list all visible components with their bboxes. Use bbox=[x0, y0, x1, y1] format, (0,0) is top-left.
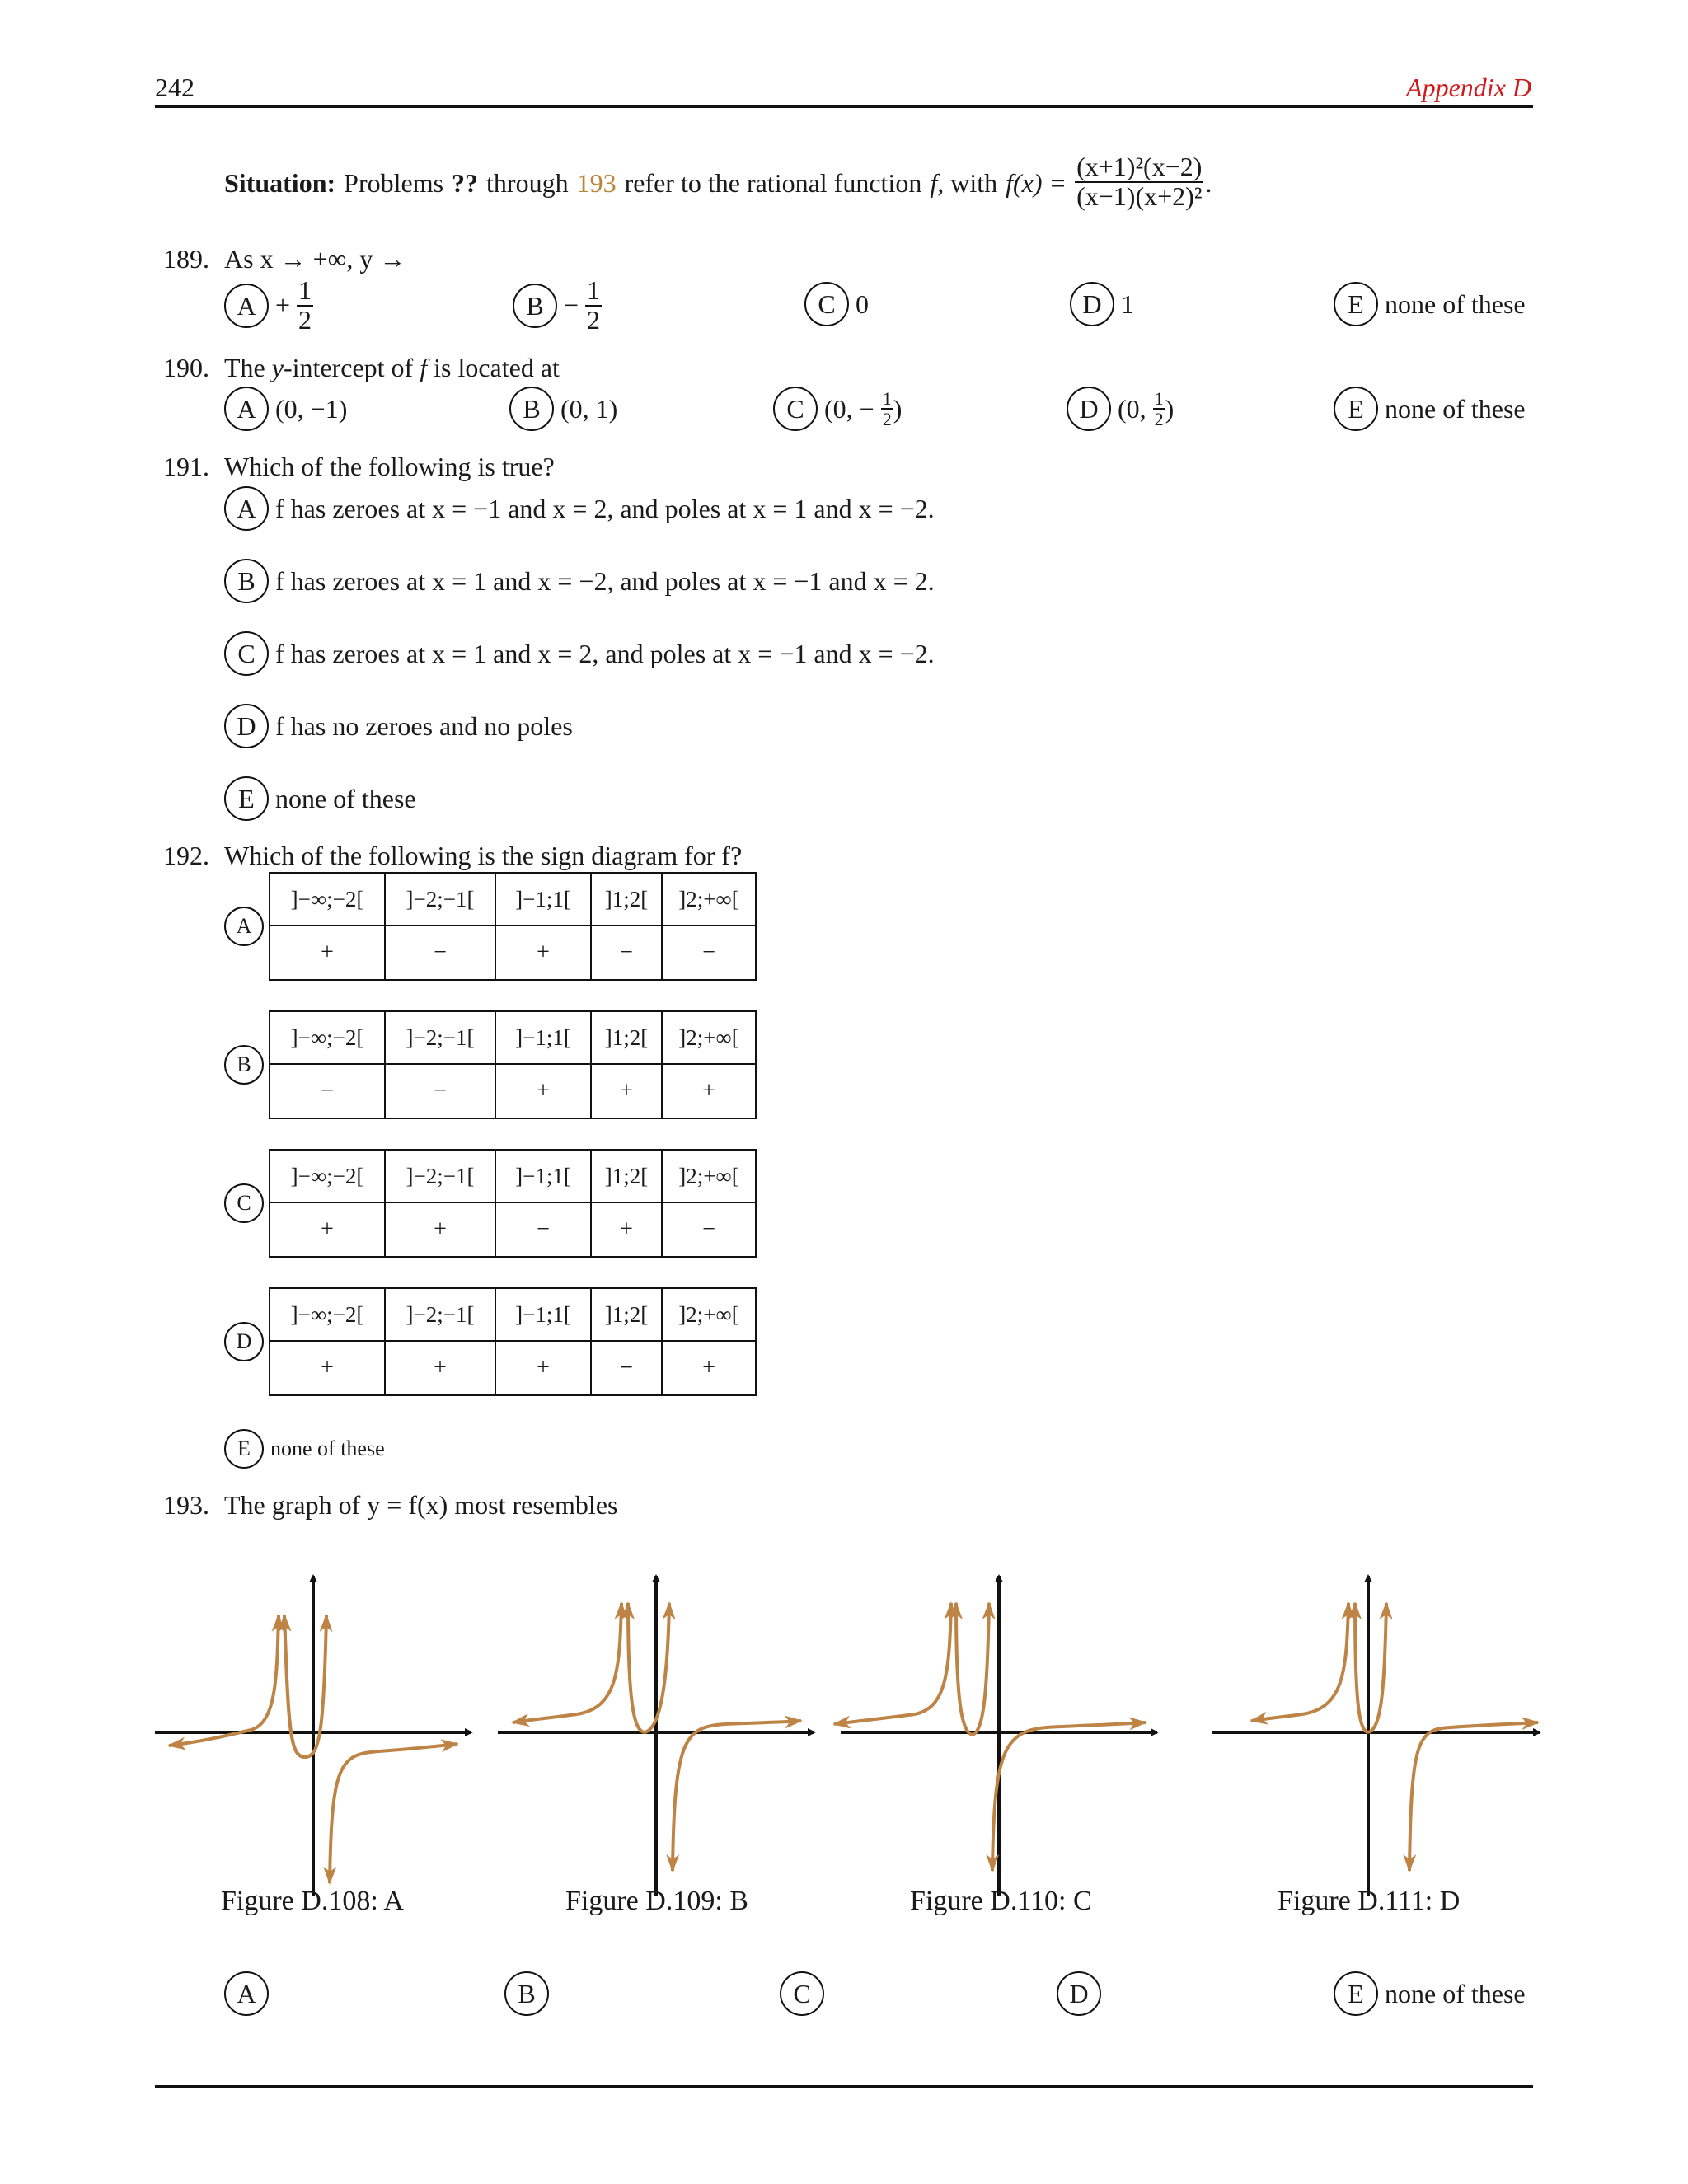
interval-header: ]−∞;−2[ bbox=[270, 1011, 385, 1064]
option-189-c[interactable]: C 0 bbox=[804, 282, 869, 326]
sign-cell: − bbox=[385, 1064, 495, 1118]
figure-caption-c: Figure D.110: C bbox=[910, 1886, 1092, 1916]
curve-right bbox=[1451, 1722, 1538, 1727]
sign-cell: − bbox=[270, 1064, 385, 1118]
fraction: $\frac{1}{2}$ bbox=[882, 387, 892, 429]
sign-cell: + bbox=[495, 1064, 591, 1118]
interval-header: ]2;+∞[ bbox=[662, 1288, 756, 1341]
option-letter[interactable]: D bbox=[1057, 1971, 1101, 2016]
situation-text: Problems bbox=[344, 168, 444, 199]
option-193-b[interactable] bbox=[504, 1971, 549, 2016]
interval-header: ]1;2[ bbox=[591, 1150, 662, 1202]
interval-header: ]−2;−1[ bbox=[385, 1011, 495, 1064]
option-letter[interactable]: D bbox=[224, 1322, 264, 1361]
option-189-b[interactable]: B − $\frac{1}{2}$ bbox=[513, 277, 602, 334]
sign-cell: + bbox=[495, 1341, 591, 1395]
interval-header: ]−2;−1[ bbox=[385, 873, 495, 926]
curve-left bbox=[513, 1714, 577, 1722]
question-stem: Which of the following is true? bbox=[224, 452, 555, 481]
option-191-a[interactable]: A f has zeroes at x = −1 and x = 2, and poles at x = 1 and x = −2. bbox=[224, 486, 935, 531]
sign-cell: − bbox=[385, 926, 495, 980]
option-letter[interactable]: C bbox=[224, 631, 269, 676]
option-189-a[interactable]: A + $\frac{1}{2}$ bbox=[224, 277, 313, 334]
curve-middle-start bbox=[284, 1615, 305, 1757]
curve-left-branch bbox=[577, 1603, 621, 1714]
interval-header: ]2;+∞[ bbox=[662, 1150, 756, 1202]
option-193-c[interactable] bbox=[780, 1971, 824, 2016]
function-lhs: f(x) = bbox=[1006, 168, 1067, 199]
sign-cell: + bbox=[591, 1202, 662, 1257]
curve-left-branch bbox=[915, 1603, 951, 1714]
option-letter[interactable]: B bbox=[513, 284, 557, 328]
sign-cell: + bbox=[591, 1064, 662, 1118]
sign-cell: − bbox=[495, 1202, 591, 1257]
interval-header: ]1;2[ bbox=[591, 1288, 662, 1341]
question-191 bbox=[163, 452, 555, 482]
question-number: 193. bbox=[163, 1490, 209, 1520]
graph-a bbox=[155, 1576, 471, 1896]
fraction: $\frac{1}{2}$ bbox=[587, 275, 601, 335]
option-191-d[interactable]: D f has no zeroes and no poles bbox=[224, 704, 573, 748]
option-192-c[interactable] bbox=[224, 1149, 757, 1258]
figure-caption-d: Figure D.111: D bbox=[1278, 1886, 1461, 1916]
graph-b bbox=[498, 1576, 814, 1896]
section-title: Appendix D bbox=[1406, 73, 1531, 102]
sign-diagram-table bbox=[269, 1149, 757, 1258]
sign-cell: − bbox=[591, 1341, 662, 1395]
period: . bbox=[1205, 168, 1212, 199]
interval-header: ]−2;−1[ bbox=[385, 1288, 495, 1341]
option-letter[interactable]: B bbox=[224, 1045, 264, 1085]
page-number: 242 bbox=[155, 73, 195, 102]
curve-right bbox=[1063, 1722, 1146, 1727]
sign-cell: − bbox=[662, 926, 756, 980]
interval-header: ]1;2[ bbox=[591, 873, 662, 926]
interval-header: ]−1;1[ bbox=[495, 1011, 591, 1064]
option-190-d[interactable]: D (0, $\frac{1}{2}$ ) bbox=[1067, 387, 1174, 431]
sign-cell: + bbox=[385, 1202, 495, 1257]
interval-header: ]−1;1[ bbox=[495, 1288, 591, 1341]
interval-header: ]−∞;−2[ bbox=[270, 1150, 385, 1202]
sign-cell: − bbox=[662, 1202, 756, 1257]
footer-rule bbox=[155, 2085, 1533, 2088]
missing-reference: ?? bbox=[452, 168, 479, 199]
header-rule bbox=[155, 105, 1533, 108]
option-letter[interactable]: C bbox=[773, 387, 818, 431]
question-number: 190. bbox=[163, 353, 209, 382]
question-number: 189. bbox=[163, 244, 209, 274]
sign-cell: − bbox=[591, 926, 662, 980]
curve-left-branch bbox=[1302, 1603, 1348, 1714]
option-letter[interactable]: E bbox=[1334, 387, 1378, 431]
interval-header: ]−1;1[ bbox=[495, 873, 591, 926]
option-letter[interactable]: B bbox=[224, 559, 269, 603]
option-letter[interactable]: D bbox=[1067, 387, 1111, 431]
sign-cell: + bbox=[385, 1341, 495, 1395]
interval-header: ]−1;1[ bbox=[495, 1150, 591, 1202]
option-letter[interactable]: A bbox=[224, 907, 264, 946]
curve-right-down bbox=[673, 1724, 725, 1871]
function-fraction bbox=[1075, 153, 1203, 210]
graph-figures bbox=[0, 1566, 1688, 1912]
option-letter[interactable]: E bbox=[1334, 282, 1378, 326]
option-193-d[interactable] bbox=[1057, 1971, 1101, 2016]
option-letter[interactable]: E bbox=[224, 1429, 264, 1469]
situation-label: Situation: bbox=[224, 168, 336, 199]
fraction-numerator: (x+1)²(x−2) bbox=[1076, 152, 1203, 181]
sign-diagram-table bbox=[269, 872, 757, 981]
option-letter[interactable]: B bbox=[509, 387, 554, 431]
figure-caption-b: Figure D.109: B bbox=[565, 1886, 748, 1916]
curve-right bbox=[725, 1721, 801, 1724]
curve-right-down bbox=[330, 1751, 379, 1883]
curve-left-branch bbox=[247, 1615, 279, 1731]
option-letter[interactable]: D bbox=[1070, 282, 1114, 326]
graph-d bbox=[1212, 1576, 1540, 1896]
option-letter[interactable]: E bbox=[224, 776, 269, 821]
question-189 bbox=[163, 244, 406, 274]
curve-middle-a bbox=[1355, 1603, 1368, 1732]
sign-diagram-table bbox=[269, 1010, 757, 1119]
option-190-b[interactable]: B (0, 1) bbox=[509, 387, 617, 431]
sign-cell: + bbox=[662, 1341, 756, 1395]
fraction: $\frac{1}{2}$ bbox=[298, 275, 312, 335]
curve-left bbox=[834, 1714, 915, 1724]
curve-right bbox=[379, 1744, 457, 1751]
question-stem: Which of the following is the sign diagram for f? bbox=[224, 841, 743, 870]
curve-right-down bbox=[1409, 1727, 1451, 1871]
option-letter[interactable]: A bbox=[224, 284, 269, 328]
fraction: $\frac{1}{2}$ bbox=[1154, 387, 1164, 429]
graph-c bbox=[834, 1576, 1157, 1896]
sign-cell: + bbox=[662, 1064, 756, 1118]
option-192-d[interactable] bbox=[224, 1287, 757, 1396]
question-number: 192. bbox=[163, 841, 209, 870]
option-189-e[interactable]: E none of these bbox=[1334, 282, 1526, 326]
option-letter[interactable]: C bbox=[224, 1183, 264, 1223]
curve-middle-b bbox=[1368, 1603, 1386, 1732]
figure-caption-a: Figure D.108: A bbox=[221, 1886, 404, 1916]
question-193 bbox=[163, 1490, 617, 1521]
sign-cell: + bbox=[270, 1202, 385, 1257]
problem-link[interactable]: 193 bbox=[576, 168, 617, 199]
question-number: 191. bbox=[163, 452, 209, 481]
question-stem: The graph of y = f(x) most resembles bbox=[224, 1490, 618, 1520]
sign-cell: + bbox=[270, 926, 385, 980]
option-191-c[interactable]: C f has zeroes at x = 1 and x = 2, and poles at x = −1 and x = −2. bbox=[224, 631, 935, 676]
interval-header: ]−∞;−2[ bbox=[270, 873, 385, 926]
option-letter[interactable]: E bbox=[1334, 1971, 1378, 2016]
option-190-c[interactable]: C (0, − $\frac{1}{2}$ ) bbox=[773, 387, 902, 431]
question-stem: As x → +∞, y → bbox=[224, 244, 406, 274]
curve-middle-a bbox=[956, 1603, 973, 1735]
interval-header: ]−2;−1[ bbox=[385, 1150, 495, 1202]
option-192-a[interactable] bbox=[224, 872, 757, 981]
sign-cell: + bbox=[270, 1341, 385, 1395]
option-letter[interactable]: C bbox=[804, 282, 849, 326]
option-189-d[interactable]: D 1 bbox=[1070, 282, 1134, 326]
question-192 bbox=[163, 841, 742, 871]
function-name: f bbox=[930, 168, 938, 199]
option-191-e[interactable]: E none of these bbox=[224, 776, 416, 821]
curve-left bbox=[1251, 1714, 1302, 1721]
option-193-e[interactable]: E none of these bbox=[1334, 1971, 1526, 2016]
option-192-b[interactable] bbox=[224, 1010, 757, 1119]
option-191-b[interactable]: B f has zeroes at x = 1 and x = −2, and poles at x = −1 and x = 2. bbox=[224, 559, 935, 603]
interval-header: ]2;+∞[ bbox=[662, 873, 756, 926]
curve-middle-a bbox=[628, 1603, 645, 1732]
option-letter[interactable]: A bbox=[224, 486, 269, 531]
option-letter[interactable]: C bbox=[780, 1971, 824, 2016]
interval-header: ]−∞;−2[ bbox=[270, 1288, 385, 1341]
option-letter[interactable]: D bbox=[224, 704, 269, 748]
curve-middle-b bbox=[973, 1603, 989, 1735]
fraction-denominator: (x−1)(x+2)² bbox=[1076, 180, 1203, 211]
question-190: 190. The y-intercept of f is located at bbox=[163, 353, 560, 382]
option-letter[interactable]: A bbox=[224, 387, 269, 431]
option-192-e[interactable]: E none of these bbox=[224, 1429, 385, 1469]
sign-diagram-table bbox=[269, 1287, 757, 1396]
situation-text: through bbox=[486, 168, 569, 199]
option-190-a[interactable]: A (0, −1) bbox=[224, 387, 347, 431]
situation-text: refer to the rational function bbox=[624, 168, 922, 199]
interval-header: ]1;2[ bbox=[591, 1011, 662, 1064]
sign-cell: + bbox=[495, 926, 591, 980]
option-letter[interactable]: A bbox=[224, 1971, 269, 2016]
situation-statement bbox=[224, 152, 1212, 211]
option-letter[interactable]: B bbox=[504, 1971, 549, 2016]
option-193-a[interactable] bbox=[224, 1971, 269, 2016]
option-190-e[interactable]: E none of these bbox=[1334, 387, 1526, 431]
situation-text: , with bbox=[937, 168, 998, 199]
interval-header: ]2;+∞[ bbox=[662, 1011, 756, 1064]
curve-right-down bbox=[992, 1727, 1063, 1871]
